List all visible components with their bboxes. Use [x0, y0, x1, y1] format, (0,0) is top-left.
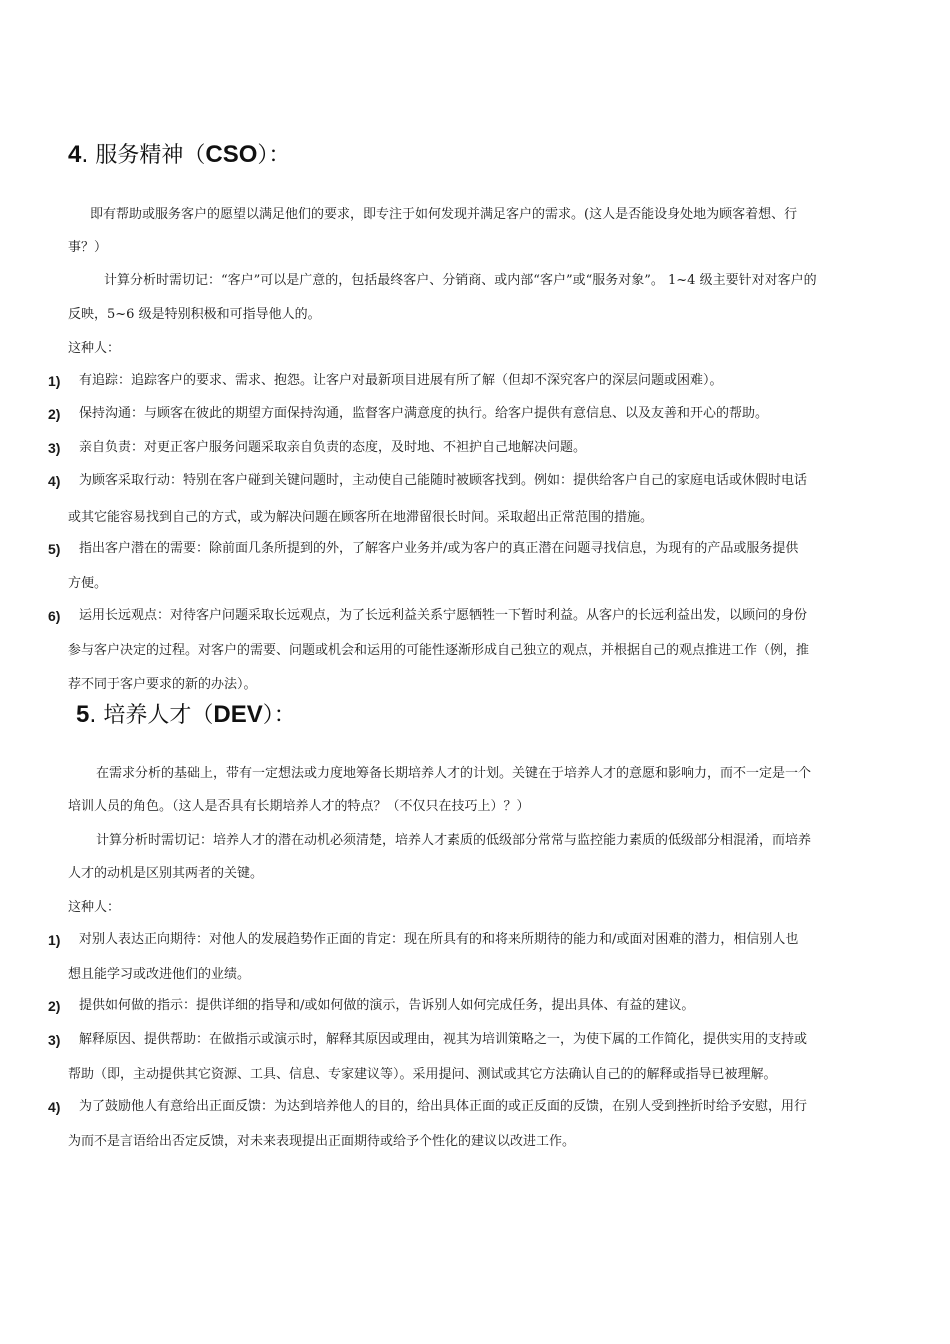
- list-item-marker: 2): [48, 998, 61, 1014]
- list-item-text-continued: 帮助（即，主动提供其它资源、工具、信息、专家建议等）。采用提问、测试或其它方法确认自己的的解释或指导已被理解。: [68, 1067, 777, 1082]
- section-4-abbr: CSO: [205, 141, 258, 168]
- list-item-marker: 1): [48, 373, 61, 389]
- list-item-text-continued: 或其它能容易找到自己的方式，或为解决问题在顾客所在地滞留很长时间。采取超出正常范围的措施。: [68, 510, 654, 525]
- list-item-text-continued: 参与客户决定的过程。对客户的需要、问题或机会和运用的可能性逐渐形成自己独立的观点，并根据自己的观点推进工作（例，推: [68, 643, 810, 658]
- section-5-heading: [76, 698, 296, 729]
- list-item-marker: 2): [48, 406, 61, 422]
- list-item-marker: 3): [48, 440, 61, 456]
- list-item-marker: 6): [48, 608, 61, 624]
- section-5-intro: 这种人：: [68, 900, 121, 915]
- list-item-text-continued: 想且能学习或改进他们的业绩。: [68, 967, 251, 982]
- section-4-title: 服务精神（: [95, 143, 206, 168]
- section-5-abbr: DEV: [213, 701, 263, 728]
- section-5-title: 培养人才（: [103, 703, 214, 728]
- section-4-close: ）：: [257, 143, 291, 168]
- list-item-marker: 1): [48, 932, 61, 948]
- section-5-definition-line-1: 在需求分析的基础上，带有一定想法或力度地筹备长期培养人才的计划。关键在于培养人才的意愿和影响力，而不一定是一个: [96, 766, 812, 781]
- section-5-close: ）：: [262, 703, 296, 728]
- section-4-definition-line-2: 事？）: [68, 240, 108, 255]
- section-5-dot: .: [89, 703, 97, 728]
- section-4-heading: [68, 138, 290, 169]
- list-item-marker: 3): [48, 1032, 61, 1048]
- section-4-definition-line-1: 即有帮助或服务客户的愿望以满足他们的要求，即专注于如何发现并满足客户的需求。(这人是否能设身处地为顾客着想、行: [90, 207, 798, 222]
- list-item-text: 提供如何做的指示：提供详细的指导和/或如何做的演示，告诉别人如何完成任务，提出具体、有益的建议。: [79, 998, 695, 1013]
- list-item-text: 为顾客采取行动：特别在客户碰到关键问题时，主动使自己能随时被顾客找到。例如：提供给客户自己的家庭电话或休假时电话: [79, 473, 808, 488]
- list-item-text: 为了鼓励他人有意给出正面反馈：为达到培养他人的目的，给出具体正面的或正反面的反馈，在别人受到挫折时给予安慰，用行: [79, 1099, 808, 1114]
- list-item-text: 亲自负责：对更正客户服务问题采取亲自负责的态度，及时地、不袒护自己地解决问题。: [79, 440, 587, 455]
- section-4-note-line-2: 反映，5~6 级是特别积极和可指导他人的。: [68, 307, 321, 322]
- list-item-marker: 5): [48, 541, 61, 557]
- list-item-text-continued: 为而不是言语给出否定反馈，对未来表现提出正面期待或给予个性化的建议以改进工作。: [68, 1134, 576, 1149]
- list-item-marker: 4): [48, 473, 61, 489]
- list-item-marker: 4): [48, 1099, 61, 1115]
- list-item-text: 运用长远观点：对待客户问题采取长远观点，为了长远利益关系宁愿牺牲一下暂时利益。从客户的长远利益出发，以顾问的身份: [79, 608, 808, 623]
- list-item-text: 保持沟通：与顾客在彼此的期望方面保持沟通，监督客户满意度的执行。给客户提供有意信息、以及友善和开心的帮助。: [79, 406, 769, 421]
- section-5-number: 5: [76, 701, 90, 728]
- list-item-text: 指出客户潜在的需要：除前面几条所提到的外，了解客户业务并/或为客户的真正潜在问题寻找信息，为现有的产品或服务提供: [79, 541, 799, 556]
- section-4-dot: .: [81, 143, 89, 168]
- list-item-text: 对别人表达正向期待：对他人的发展趋势作正面的肯定：现在所具有的和将来所期待的能力和/或面对困难的潜力，相信别人也: [79, 932, 799, 947]
- list-item-text-continued: 荐不同于客户要求的新的办法）。: [68, 677, 257, 692]
- list-item-text: 有追踪：追踪客户的要求、需求、抱怨。让客户对最新项目进展有所了解（但却不深究客户的深层问题或困难）。: [79, 373, 723, 388]
- section-5-definition-line-2: 培训人员的角色。（这人是否具有长期培养人才的特点？（不仅只在技巧上）？）: [68, 799, 530, 814]
- section-5-note-line-2: 人才的动机是区别其两者的关键。: [68, 866, 264, 881]
- section-4-number: 4: [68, 141, 82, 168]
- list-item-text-continued: 方便。: [68, 576, 108, 591]
- list-item-text: 解释原因、提供帮助：在做指示或演示时，解释其原因或理由，视其为培训策略之一，为使下属的工作简化，提供实用的支持或: [79, 1032, 808, 1047]
- section-5-note-line-1: 计算分析时需切记：培养人才的潜在动机必须清楚，培养人才素质的低级部分常常与监控能力素质的低级部分相混淆，而培养: [96, 833, 812, 848]
- section-4-note-line-1: 计算分析时需切记：“客户”可以是广意的，包括最终客户、分销商、或内部“客户”或“服务对象”。 1~4 级主要针对对客户的: [104, 273, 817, 288]
- section-4-intro: 这种人：: [68, 341, 121, 356]
